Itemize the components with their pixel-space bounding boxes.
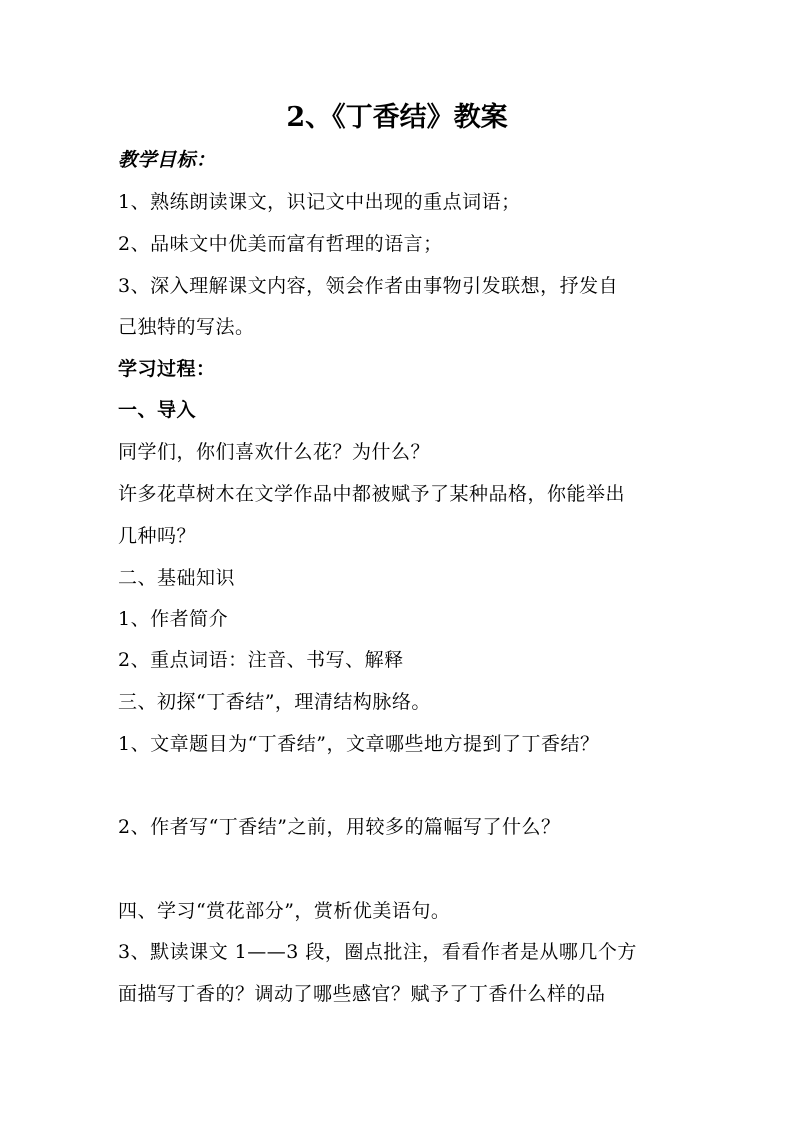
section-heading-structure: 三、初探“丁香结”，理清结构脉络。 <box>118 691 431 713</box>
paragraph-line: 1、作者简介 <box>118 608 229 630</box>
paragraph-line: 面描写丁香的？调动了哪些感官？赋予了丁香什么样的品 <box>118 983 606 1005</box>
paragraph-line: 2、重点词语：注音、书写、解释 <box>118 649 404 671</box>
paragraph-line: 3、默读课文 1——3 段，圈点批注，看看作者是从哪几个方 <box>118 941 637 963</box>
paragraph-line: 2、品味文中优美而富有哲理的语言； <box>118 233 443 255</box>
section-heading-appreciation: 四、学习“赏花部分”，赏析优美语句。 <box>118 900 451 922</box>
paragraph-line: 3、深入理解课文内容，领会作者由事物引发联想，抒发自 <box>118 275 619 297</box>
paragraph-line: 同学们，你们喜欢什么花？为什么？ <box>118 441 431 463</box>
section-heading-basics: 二、基础知识 <box>118 567 236 589</box>
paragraph-line: 几种吗？ <box>118 525 197 547</box>
paragraph-line: 1、熟练朗读课文，识记文中出现的重点词语； <box>118 191 521 213</box>
document-title: 2、《丁香结》教案 <box>286 102 508 133</box>
paragraph-line: 己独特的写法。 <box>118 316 255 338</box>
section-heading-teaching-goals: 教学目标： <box>118 149 216 171</box>
section-heading-learning-process: 学习过程： <box>118 358 216 380</box>
paragraph-line: 1、文章题目为“丁香结”，文章哪些地方提到了丁香结？ <box>118 733 600 755</box>
paragraph-line: 许多花草树木在文学作品中都被赋予了某种品格，你能举出 <box>118 483 626 505</box>
paragraph-line: 2、作者写“丁香结”之前，用较多的篇幅写了什么？ <box>118 816 561 838</box>
section-heading-intro: 一、导入 <box>118 399 197 421</box>
